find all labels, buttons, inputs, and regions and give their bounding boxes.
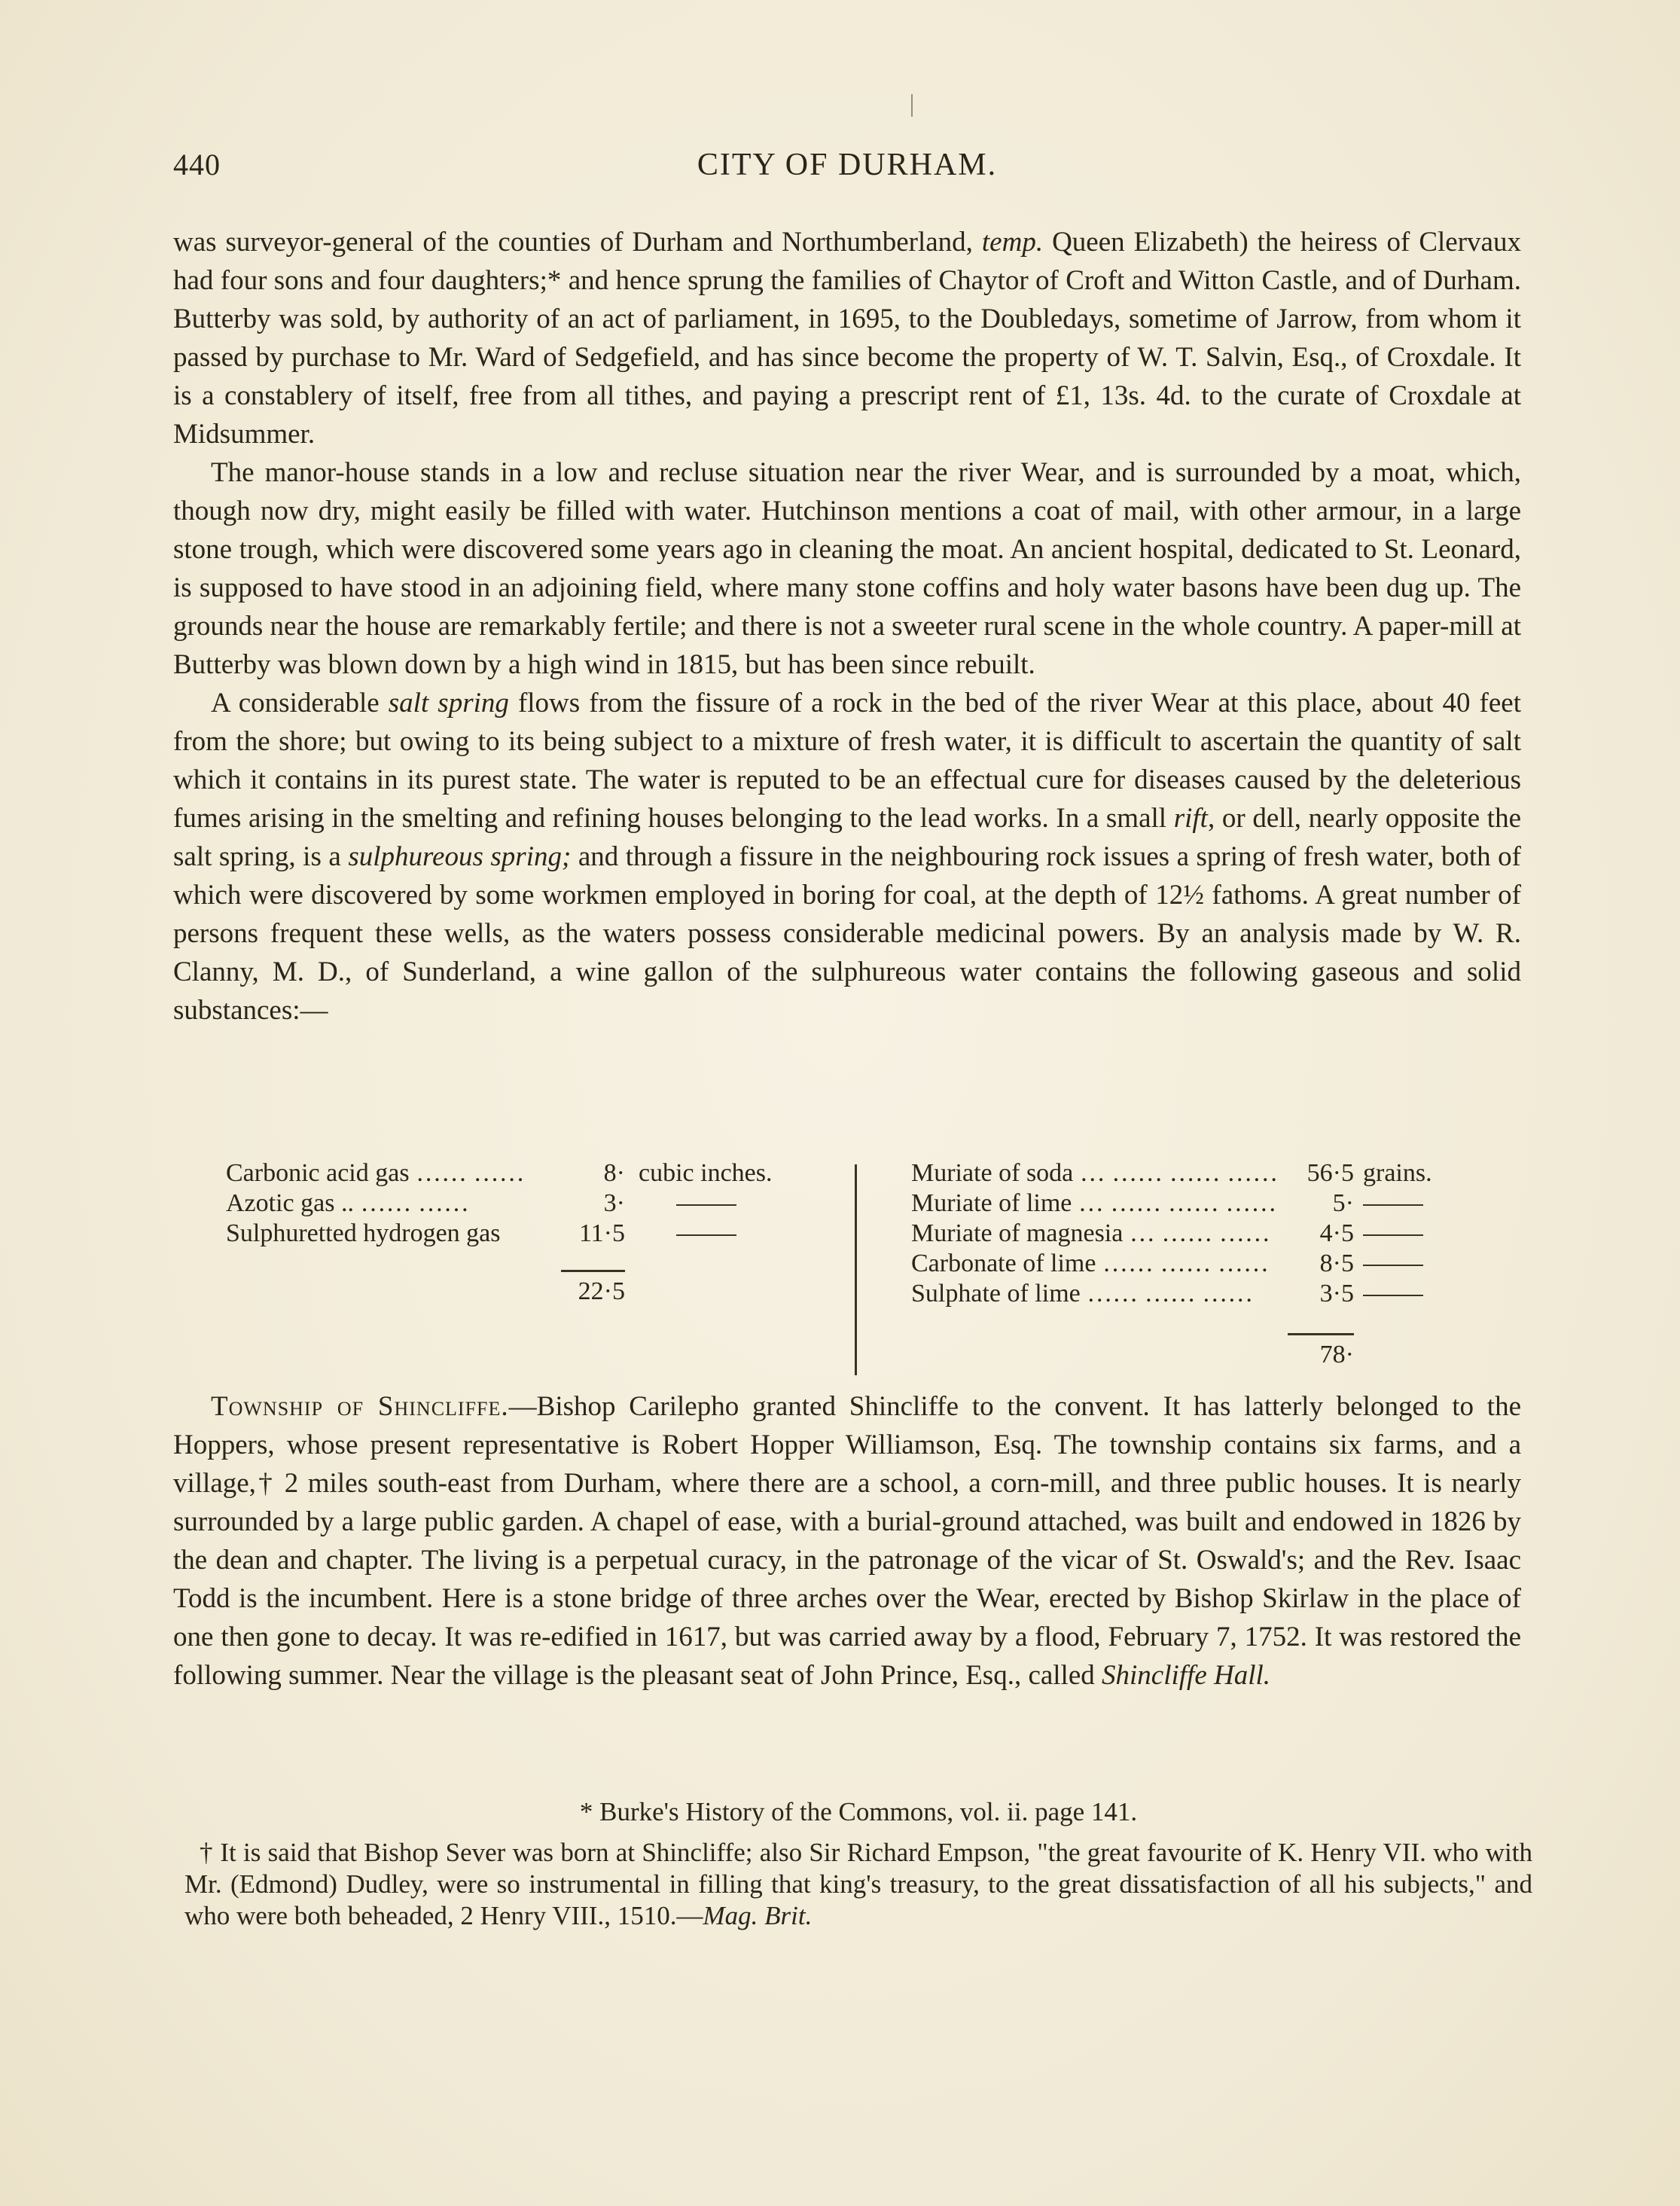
italic-salt-spring: salt spring — [388, 688, 509, 719]
gases-total: 22·5 — [578, 1277, 625, 1305]
ditto-dash — [1363, 1204, 1423, 1206]
italic-temp: temp. — [981, 227, 1044, 258]
table-row: Azotic gas .. …… …… 3· — [226, 1188, 828, 1219]
gaseous-substances — [226, 1158, 828, 1305]
ditto-dash — [676, 1204, 736, 1206]
analysis-table — [226, 1158, 1506, 1377]
section-heading: Township of Shincliffe. — [211, 1391, 509, 1422]
footnotes — [184, 1796, 1532, 1932]
paragraph-manor-house: The manor-house stands in a low and recluse situation near the river Wear, and is surrounded by a moat, which, though now dry, might easily be filled with water. Hutchinson mentions a coat of mail, with other armour, in a large stone trough, which were discovered some years ago in cleaning the moat. An ancient hospital, dedicated to St. Leonard, is supposed to have stood in an adjoining field, where many stone coffins and holy water basons have been dug up. The grounds near the house are remarkably fertile; and there is not a sweeter rural scene in the whole country. A paper-mill at Butterby was blown down by a high wind in 1815, but has been since rebuilt. — [173, 457, 1521, 680]
table-row: Carbonic acid gas …… …… 8· cubic inches. — [226, 1159, 773, 1187]
sum-rule — [561, 1270, 625, 1272]
ditto-dash — [1363, 1265, 1423, 1266]
solid-substances — [911, 1158, 1499, 1368]
table-row: Carbonate of lime …… …… …… 8·5 — [911, 1249, 1499, 1279]
italic-source: Mag. Brit. — [703, 1901, 813, 1930]
footnote-star: * Burke's History of the Commons, vol. ii. page 141. — [579, 1797, 1138, 1826]
body-text — [173, 223, 1521, 1030]
page-number: 440 — [173, 148, 221, 182]
italic-rift: rift — [1173, 803, 1208, 834]
solids-total: 78· — [1319, 1341, 1354, 1368]
paper-mark — [911, 94, 913, 117]
table-row: Muriate of magnesia … …… …… 4·5 — [911, 1219, 1499, 1249]
sum-rule — [1288, 1333, 1354, 1335]
table-row: Sulphuretted hydrogen gas 11·5 — [226, 1219, 828, 1249]
page-header — [173, 147, 1521, 192]
paragraph-salt-spring: A considerable salt spring flows from the fissure of a rock in the bed of the river Wear at this place, about 40 feet from the shore; but owing to its being subject to a mixture of fresh water, it is difficult to ascertain the quantity of salt which it contains in its purest state. The water is reputed to be an effectual cure for diseases caused by the deleterious fumes arising in the smelting and refining houses belonging to the lead works. In a small rift, or dell, nearly opposite the salt spring, is a sulphureous spring; and through a fissure in the neighbouring rock issues a spring of fresh water, both of which were discovered by some workmen employed in boring for coal, at the depth of 12½ fathoms. A great number of persons frequent these wells, as the waters possess considerable medicinal powers. By an analysis made by W. R. Clanny, M. D., of Sunderland, a wine gallon of the sulphureous water contains the following gaseous and solid substances:— — [173, 688, 1521, 1026]
running-title: CITY OF DURHAM. — [697, 148, 998, 182]
table-row: Sulphate of lime …… …… …… 3·5 — [911, 1279, 1499, 1309]
footnote-dagger: † It is said that Bishop Sever was born at Shincliffe; also Sir Richard Empson, "the great favourite of K. Henry VII. who with Mr. (Edmond) Dudley, were so instrumental in filling that king's treasury, to the great dissatisfaction of all his subjects," and who were both beheaded, 2 Henry VIII., 1510.—Mag. Brit. — [184, 1838, 1532, 1930]
ditto-dash — [676, 1234, 736, 1236]
italic-sulphureous-spring: sulphureous spring; — [348, 841, 572, 872]
paragraph-township-shincliffe: Township of Shincliffe.—Bishop Carilepho granted Shincliffe to the convent. It has latterly belonged to the Hoppers, whose present representative is Robert Hopper Williamson, Esq. The township contains six farms, and a village,† 2 miles south-east from Durham, where there are a school, a corn-mill, and three public houses. It is nearly surrounded by a large public garden. A chapel of ease, with a burial-ground attached, was built and endowed in 1826 by the dean and chapter. The living is a perpetual curacy, in the patronage of the vicar of St. Oswald's; and the Rev. Isaac Todd is the incumbent. Here is a stone bridge of three arches over the Wear, erected by Bishop Skirlaw in the place of one then gone to decay. It was re-edified in 1617, but was carried away by a flood, February 7, 1752. It was restored the following summer. Near the village is the pleasant seat of John Prince, Esq., called Shincliffe Hall. — [173, 1391, 1521, 1691]
body-text-shincliffe — [173, 1387, 1521, 1695]
paragraph-butterby-history: was surveyor-general of the counties of Durham and Northumberland, temp. Queen Elizabeth) the heiress of Clervaux had four sons and four daughters;* and hence sprung the families of Chaytor of Croft and Witton Castle, and of Durham. Butterby was sold, by authority of an act of parliament, in 1695, to the Doubledays, sometime of Jarrow, from whom it passed by purchase to Mr. Ward of Sedgefield, and has since become the property of W. T. Salvin, Esq., of Croxdale. It is a constablery of itself, free from all tithes, and paying a prescript rent of £1, 13s. 4d. to the curate of Croxdale at Midsummer. — [173, 227, 1521, 450]
table-row: Muriate of soda … …… …… …… 56·5 grains. — [911, 1159, 1432, 1187]
column-divider — [855, 1164, 857, 1375]
ditto-dash — [1363, 1234, 1423, 1236]
ditto-dash — [1363, 1295, 1423, 1296]
table-row: Muriate of lime … …… …… …… 5· — [911, 1188, 1499, 1219]
italic-shincliffe-hall: Shincliffe Hall. — [1102, 1660, 1271, 1691]
